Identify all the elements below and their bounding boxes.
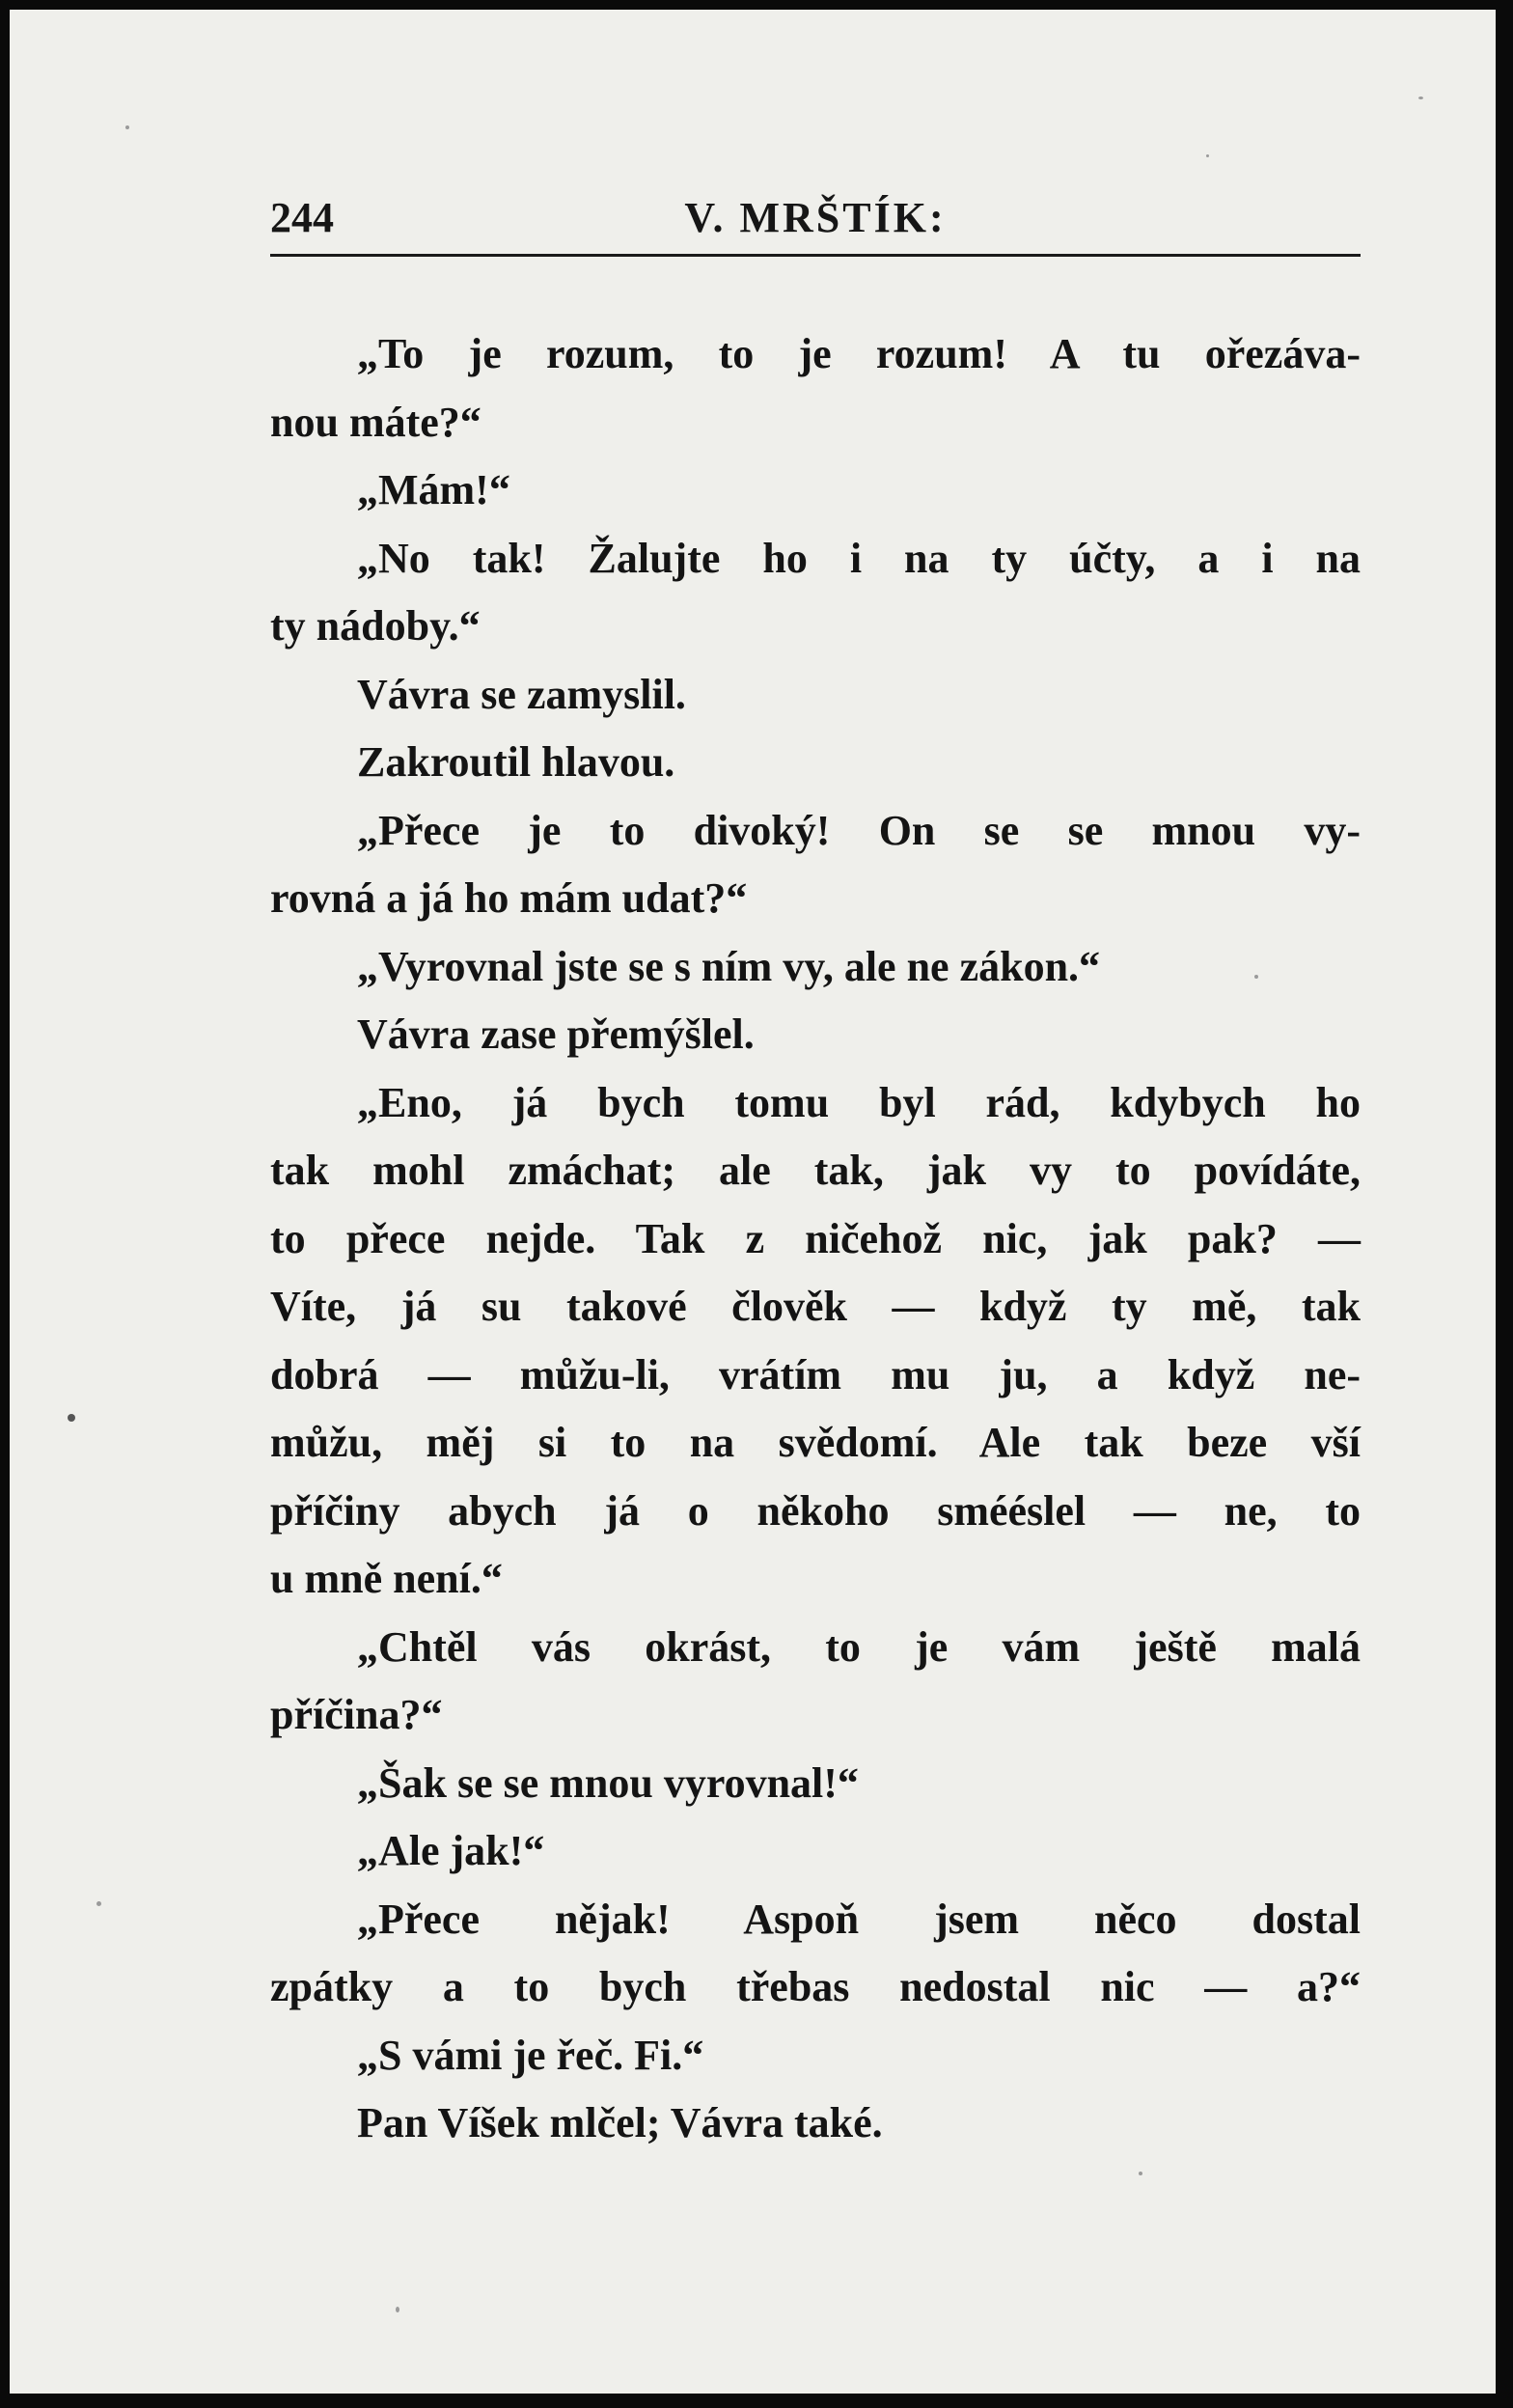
text-line: „Chtěl vás okrást, to je vám ještě malá [357,1622,1361,1671]
text-line: Pan Víšek mlčel; Vávra také. [357,2099,883,2146]
page-number: 244 [270,194,334,241]
paper-speck [396,2307,399,2312]
text-line: „To je rozum, to je rozum! A tu ořezáva- [357,330,1361,377]
text-line: příčiny abych já o někoho smééslel — ne, to [270,1486,1361,1535]
text-line: příčina?“ [270,1691,443,1738]
text-line: Zakroutil hlavou. [357,738,675,786]
paper-speck [96,1901,101,1906]
text-line: „Eno, já bych tomu byl rád, kdybych ho [357,1078,1361,1126]
text-line: zpátky a to bych třebas nedostal nic — a?“ [270,1963,1361,2010]
text-line: u mně není.“ [270,1555,503,1602]
header-rule [270,254,1361,257]
text-line: „Šak se se mnou vyrovnal!“ [357,1758,859,1807]
text-line: tak mohl zmáchat; ale tak, jak vy to povídáte, [270,1147,1361,1194]
text-line: Vávra se zamyslil. [357,670,686,718]
text-line: „Vyrovnal jste se s ním vy, ale ne zákon.“ [357,942,1101,990]
text-line: „Mám!“ [357,466,510,513]
paper-speck [1206,154,1209,157]
text-line: „No tak! Žalujte ho i na ty účty, a i na [357,534,1361,582]
text-line: ty nádoby.“ [270,602,481,650]
text-line: „Přece nějak! Aspoň jsem něco dostal [357,1895,1361,1943]
body-text [270,320,1361,2158]
paper-speck [1139,2172,1142,2175]
text-line: rovná a já ho mám udat?“ [270,874,748,922]
text-line: dobrá — můžu-li, vrátím mu ju, a když ne- [270,1350,1361,1398]
running-head: V. MRŠTÍK: [684,194,947,241]
paper-speck [125,125,129,129]
text-line: „Přece je to divoký! On se se mnou vy- [357,806,1361,854]
paper-speck [1418,97,1423,99]
text-line: můžu, měj si to na svědomí. Ale tak beze vší [270,1419,1361,1466]
text-line: „S vámi je řeč. Fi.“ [357,2031,704,2079]
page-header [270,193,1361,251]
text-line: Vávra zase přemýšlel. [357,1010,755,1058]
paper-speck [68,1414,75,1422]
text-line: nou máte?“ [270,398,481,446]
text-line: Víte, já su takové člověk — když ty mě, tak [270,1283,1361,1330]
text-line: to přece nejde. Tak z ničehož nic, jak pak? — [270,1214,1361,1262]
book-page [10,10,1496,2394]
text-line: „Ale jak!“ [357,1827,545,1874]
